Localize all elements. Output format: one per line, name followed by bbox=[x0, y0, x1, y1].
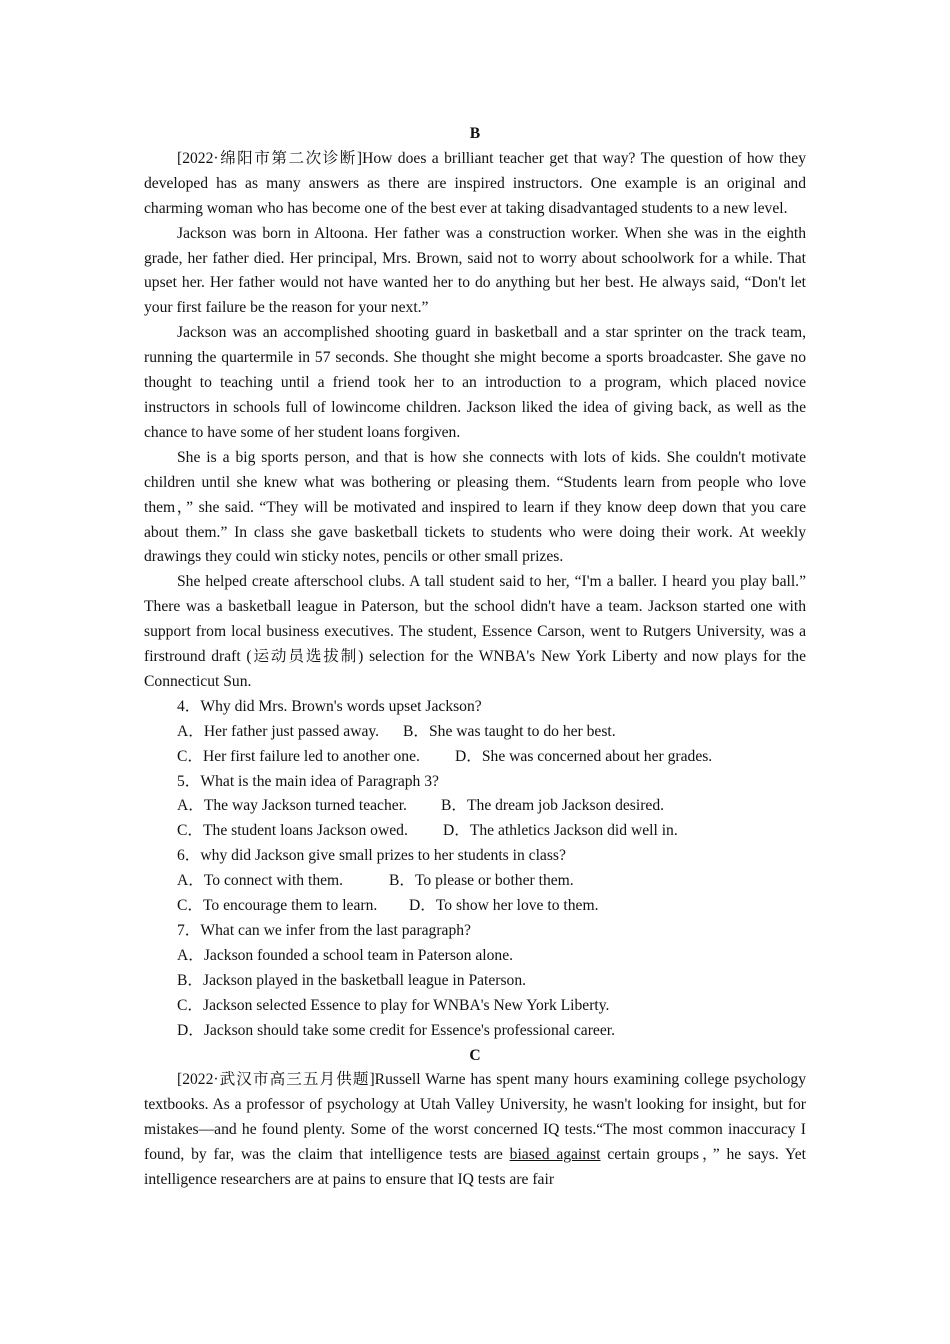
question-6-option-d: D．To show her love to them. bbox=[409, 897, 599, 915]
question-5-options-row-2 bbox=[144, 819, 806, 844]
question-5-option-c: C．The student loans Jackson owed. bbox=[177, 822, 408, 840]
question-4-options-row-1 bbox=[144, 720, 806, 745]
question-6-options-row-1 bbox=[144, 869, 806, 894]
question-4-option-d: D．She was concerned about her grades. bbox=[455, 747, 713, 765]
question-7-option-b: B．Jackson played in the basketball league in Paterson. bbox=[177, 971, 527, 989]
section-c-paragraph-1 bbox=[144, 1068, 806, 1193]
section-c-intro-after: certain groups，” he says. Yet intelligence researchers are at pains to ensure that IQ tests are fair bbox=[144, 1146, 807, 1189]
question-4 bbox=[144, 695, 806, 770]
question-6-option-c: C．To encourage them to learn. bbox=[177, 897, 378, 915]
section-b-paragraph-3: Jackson was an accomplished shooting guard in basketball and a star sprinter on the track team, running the quartermile in 57 seconds. She thought she might become a sports broadcaster. She gave no thought to teaching until a friend took her to an introduction to a program, which placed novice instructors in schools full of lowincome children. Jackson liked the idea of giving back, as well as the chance to have some of her student loans forgiven. bbox=[144, 324, 806, 441]
question-6-option-b: B．To please or bother them. bbox=[389, 872, 574, 890]
question-7 bbox=[144, 919, 806, 1044]
section-c-intro-before: [2022·武汉市高三五月供题]Russell Warne has spent many hours examining college psychology textbooks. As a professor of psychology at Utah Valley University, he wasn't looking for insight, but for mistakes—and he found plenty. Some of the worst concerned IQ tests.“The most common inaccuracy I found, by far, was the claim that intelligence tests are bbox=[144, 1071, 806, 1164]
section-b-paragraph-1: [2022·绵阳市第二次诊断]How does a brilliant teacher get that way? The question of how they developed has as many answers as there are inspired instructors. One example is an original and charming woman who has become one of the best ever at taking disadvantaged students to a new level. bbox=[144, 149, 806, 217]
question-6-stem: 6．why did Jackson give small prizes to her students in class? bbox=[177, 847, 566, 865]
question-6-option-a: A．To connect with them. bbox=[177, 872, 344, 890]
question-5-option-d: D．The athletics Jackson did well in. bbox=[443, 822, 678, 840]
question-4-option-b: B．She was taught to do her best. bbox=[403, 722, 616, 740]
question-4-stem: 4．Why did Mrs. Brown's words upset Jackson? bbox=[177, 697, 482, 715]
question-5 bbox=[144, 770, 806, 845]
question-7-option-a: A．Jackson founded a school team in Paterson alone. bbox=[177, 946, 514, 964]
question-4-options-row-2 bbox=[144, 745, 806, 770]
question-4-option-c: C．Her first failure led to another one. bbox=[177, 747, 420, 765]
question-5-option-a: A．The way Jackson turned teacher. bbox=[177, 797, 407, 815]
question-5-option-b: B．The dream job Jackson desired. bbox=[441, 797, 665, 815]
section-b-paragraph-2: Jackson was born in Altoona. Her father was a construction worker. When she was in the eighth grade, her father died. Her principal, Mrs. Brown, said not to worry about schoolwork for a while. That upset her. Her father would not have wanted her to do anything but her best. He always said, “Don't let your first failure be the reason for your next.” bbox=[144, 224, 806, 317]
question-7-option-d: D．Jackson should take some credit for Essence's professional career. bbox=[177, 1021, 615, 1039]
underlined-phrase: biased against bbox=[509, 1146, 601, 1164]
question-6 bbox=[144, 844, 806, 919]
section-b-paragraph-5: She helped create afterschool clubs. A tall student said to her, “I'm a baller. I heard you play ball.” There was a basketball league in Paterson, but the school didn't have a team. Jackson started one with support from local business executives. The student, Essence Carson, went to Rutgers University, was a firstround draft (运动员选拔制) selection for the WNBA's New York Liberty and now plays for the Connecticut Sun. bbox=[144, 573, 806, 690]
document-page bbox=[144, 122, 806, 1193]
question-5-options-row-1 bbox=[144, 794, 806, 819]
question-7-stem: 7．What can we infer from the last paragraph? bbox=[177, 922, 471, 939]
section-b-heading: B bbox=[469, 125, 481, 142]
question-7-option-c: C．Jackson selected Essence to play for WNBA's New York Liberty. bbox=[177, 996, 610, 1014]
section-b-paragraph-4: She is a big sports person, and that is how she connects with lots of kids. She couldn't motivate children until she knew what was bothering or pleasing them. “Students learn from people who love them，” she said. “They will be motivated and inspired to learn if they know deep down that you care about them.” In class she gave basketball tickets to students who were doing their work. At weekly drawings they could win sticky notes, pencils or other small prizes. bbox=[144, 448, 806, 566]
question-4-option-a: A．Her father just passed away. bbox=[177, 722, 380, 740]
section-c-heading: C bbox=[469, 1046, 481, 1064]
question-6-options-row-2 bbox=[144, 894, 806, 919]
question-5-stem: 5．What is the main idea of Paragraph 3? bbox=[177, 772, 439, 790]
